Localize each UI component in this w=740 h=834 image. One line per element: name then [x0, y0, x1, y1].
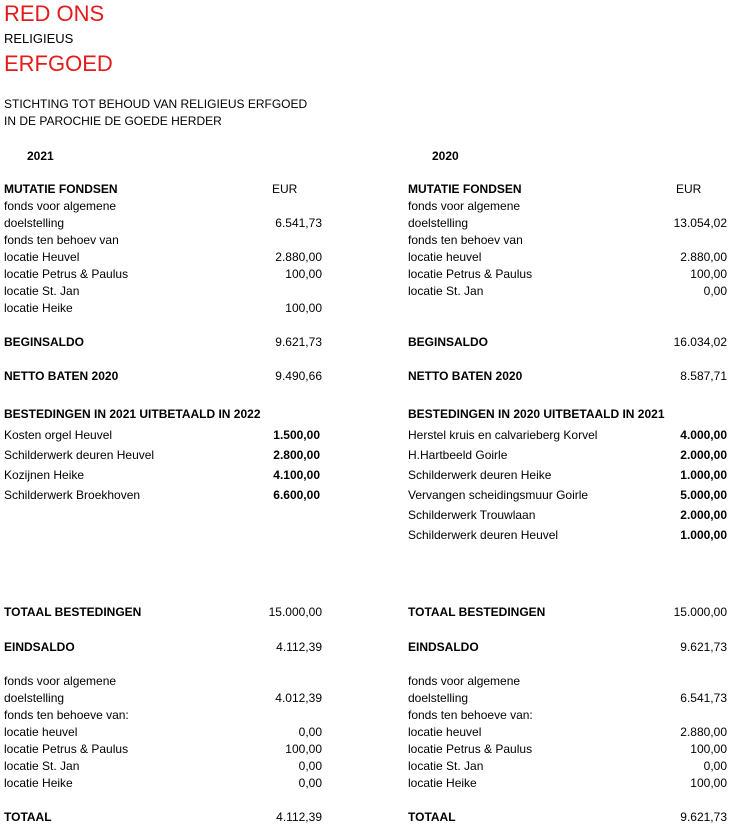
org-title-line2: RELIGIEUS	[4, 31, 74, 46]
left-end-alg-2: doelstelling	[4, 691, 65, 705]
left-besteding-label: Schilderwerk Broekhoven	[4, 488, 141, 502]
org-subtitle-line2: IN DE PAROCHIE DE GOEDE HERDER	[4, 114, 222, 128]
left-besteding-label: Kosten orgel Heuvel	[4, 428, 113, 442]
left-fonds-behoef: fonds ten behoev van	[4, 233, 119, 247]
left-besteding-value: 2.800,00	[273, 448, 320, 462]
left-end-row-label: locatie Petrus & Paulus	[4, 742, 129, 756]
right-totaal-bestedingen-value: 15.000,00	[673, 605, 727, 619]
right-besteding-value: 4.000,00	[680, 428, 727, 442]
right-bestedingen-title: BESTEDINGEN IN 2020 UITBETAALD IN 2021	[408, 407, 665, 421]
right-totaal-bestedingen-label: TOTAAL BESTEDINGEN	[408, 605, 546, 619]
left-totaal-label: TOTAAL	[4, 810, 52, 824]
right-end-row-value: 2.880,00	[680, 725, 727, 739]
left-currency: EUR	[272, 182, 298, 196]
left-besteding-value: 6.600,00	[273, 488, 320, 502]
right-end-row-value: 100,00	[690, 742, 727, 756]
left-besteding-value: 1.500,00	[273, 428, 320, 442]
left-netto-value: 9.490,66	[275, 369, 322, 383]
right-end-row-label: locatie Petrus & Paulus	[408, 742, 533, 756]
right-besteding-label: Schilderwerk Trouwlaan	[408, 508, 536, 522]
right-fonds-alg-value: 13.054,02	[673, 216, 727, 230]
right-eindsaldo-label: EINDSALDO	[408, 640, 479, 654]
left-besteding-label: Kozijnen Heike	[4, 468, 85, 482]
left-end-alg-value: 4.012,39	[275, 691, 322, 705]
right-besteding-label: Schilderwerk deuren Heuvel	[408, 528, 559, 542]
left-fonds-alg-value: 6.541,73	[275, 216, 322, 230]
right-end-row-value: 100,00	[690, 776, 727, 790]
left-row-value: 100,00	[285, 267, 322, 281]
right-besteding-label: Vervangen scheidingsmuur Goirle	[408, 488, 589, 502]
left-totaal-bestedingen-value: 15.000,00	[268, 605, 322, 619]
left-besteding-value: 4.100,00	[273, 468, 320, 482]
right-eindsaldo-value: 9.621,73	[680, 640, 727, 654]
right-end-alg-value: 6.541,73	[680, 691, 727, 705]
left-beginsaldo-label: BEGINSALDO	[4, 335, 85, 349]
right-year: 2020	[432, 149, 459, 163]
left-end-row-value: 0,00	[298, 776, 322, 790]
right-row-value: 100,00	[690, 267, 727, 281]
right-besteding-value: 1.000,00	[680, 528, 727, 542]
right-end-row-label: locatie St. Jan	[408, 759, 484, 773]
right-row-value: 0,00	[703, 284, 727, 298]
left-row-label: locatie Petrus & Paulus	[4, 267, 129, 281]
left-mutatie-title: MUTATIE FONDSEN	[4, 182, 118, 196]
left-beginsaldo-value: 9.621,73	[275, 335, 322, 349]
right-besteding-label: Herstel kruis en calvarieberg Korvel	[408, 428, 598, 442]
right-besteding-value: 2.000,00	[680, 448, 727, 462]
left-fonds-alg-1: fonds voor algemene	[4, 199, 117, 213]
left-row-value: 100,00	[285, 301, 322, 315]
left-end-row-value: 0,00	[298, 725, 322, 739]
left-totaal-value: 4.112,39	[276, 810, 322, 824]
right-netto-label: NETTO BATEN 2020	[408, 369, 523, 383]
right-besteding-value: 1.000,00	[680, 468, 727, 482]
right-besteding-label: Schilderwerk deuren Heike	[408, 468, 552, 482]
right-fonds-behoef: fonds ten behoev van	[408, 233, 523, 247]
right-besteding-label: H.Hartbeeld Goirle	[408, 448, 508, 462]
org-title-line3: ERFGOED	[4, 51, 113, 76]
right-end-row-value: 0,00	[703, 759, 727, 773]
right-end-alg-2: doelstelling	[408, 691, 469, 705]
left-eindsaldo-value: 4.112,39	[276, 640, 322, 654]
left-end-row-label: locatie Heike	[4, 776, 73, 790]
right-totaal-label: TOTAAL	[408, 810, 456, 824]
right-row-label: locatie St. Jan	[408, 284, 484, 298]
right-end-row-label: locatie heuvel	[408, 725, 482, 739]
right-fonds-alg-2: doelstelling	[408, 216, 469, 230]
right-end-alg-1: fonds voor algemene	[408, 674, 521, 688]
left-besteding-label: Schilderwerk deuren Heuvel	[4, 448, 155, 462]
right-end-behoeve: fonds ten behoeve van:	[408, 708, 533, 722]
left-eindsaldo-label: EINDSALDO	[4, 640, 75, 654]
right-end-row-label: locatie Heike	[408, 776, 477, 790]
left-end-row-label: locatie heuvel	[4, 725, 78, 739]
left-end-alg-1: fonds voor algemene	[4, 674, 117, 688]
right-mutatie-title: MUTATIE FONDSEN	[408, 182, 522, 196]
right-besteding-value: 5.000,00	[680, 488, 727, 502]
right-fonds-alg-1: fonds voor algemene	[408, 199, 521, 213]
left-row-label: locatie Heike	[4, 301, 73, 315]
org-title-line1: RED ONS	[4, 1, 105, 26]
left-year: 2021	[27, 149, 54, 163]
right-row-label: locatie Petrus & Paulus	[408, 267, 533, 281]
left-netto-label: NETTO BATEN 2020	[4, 369, 119, 383]
left-fonds-alg-2: doelstelling	[4, 216, 65, 230]
right-row-value: 2.880,00	[680, 250, 727, 264]
left-end-row-label: locatie St. Jan	[4, 759, 80, 773]
right-beginsaldo-label: BEGINSALDO	[408, 335, 489, 349]
right-currency: EUR	[676, 182, 702, 196]
left-row-label: locatie Heuvel	[4, 250, 80, 264]
left-bestedingen-title: BESTEDINGEN IN 2021 UITBETAALD IN 2022	[4, 407, 261, 421]
left-row-value: 2.880,00	[275, 250, 322, 264]
right-row-label: locatie heuvel	[408, 250, 482, 264]
left-totaal-bestedingen-label: TOTAAL BESTEDINGEN	[4, 605, 142, 619]
left-end-row-value: 0,00	[298, 759, 322, 773]
right-beginsaldo-value: 16.034,02	[673, 335, 727, 349]
right-besteding-value: 2.000,00	[680, 508, 727, 522]
right-netto-value: 8.587,71	[680, 369, 727, 383]
right-totaal-value: 9.621,73	[680, 810, 727, 824]
left-row-label: locatie St. Jan	[4, 284, 80, 298]
left-end-row-value: 100,00	[285, 742, 322, 756]
org-subtitle-line1: STICHTING TOT BEHOUD VAN RELIGIEUS ERFGOED	[4, 97, 308, 111]
left-end-behoeve: fonds ten behoeve van:	[4, 708, 129, 722]
